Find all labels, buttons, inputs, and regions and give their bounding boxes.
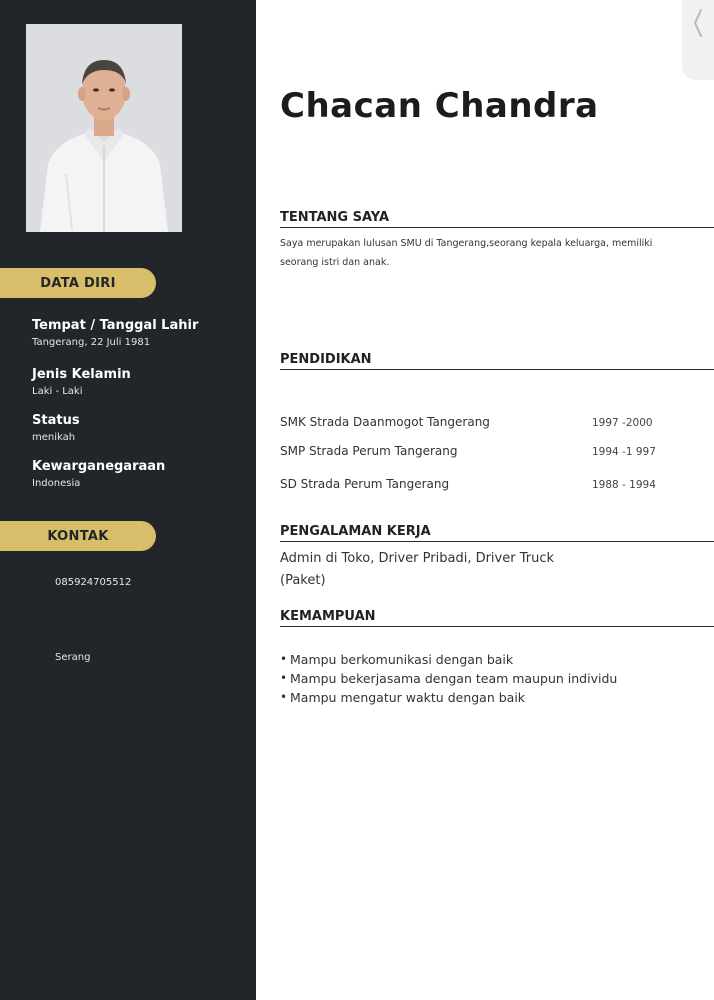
chevron-left-icon: [693, 8, 703, 38]
education-school: SMK Strada Daanmogot Tangerang: [280, 415, 490, 429]
list-item: [280, 688, 617, 707]
education-row: [280, 477, 700, 495]
education-row: [280, 444, 700, 462]
about-heading: TENTANG SAYA: [280, 209, 714, 228]
birth-info: [32, 318, 198, 350]
education-years: 1988 - 1994: [592, 479, 656, 491]
skill-text: Mampu mengatur waktu dengan baik: [290, 690, 526, 705]
about-text: Saya merupakan lulusan SMU di Tangerang,seorang kepala keluarga, memiliki seorang istri dan anak.: [280, 238, 653, 268]
gender-label: Jenis Kelamin: [32, 367, 131, 382]
full-name: Chacan Chandra: [280, 86, 599, 126]
bullet-icon: •: [280, 652, 288, 666]
education-years: 1994 -1 997: [592, 446, 656, 458]
bullet-icon: •: [280, 671, 288, 685]
status-label: Status: [32, 413, 80, 428]
skill-text: Mampu bekerjasama dengan team maupun individu: [290, 671, 618, 686]
list-item: [280, 650, 617, 669]
work-heading: PENGALAMAN KERJA: [280, 523, 714, 542]
list-item: [280, 669, 617, 688]
work-text: Admin di Toko, Driver Pribadi, Driver Truck (Paket): [280, 551, 555, 588]
nationality-label: Kewarganegaraan: [32, 459, 166, 474]
birth-value: Tangerang, 22 Juli 1981: [32, 337, 151, 348]
city-text: Serang: [55, 652, 91, 663]
nationality-info: [32, 459, 165, 491]
profile-photo: [26, 24, 182, 232]
phone-number: 085924705512: [55, 577, 132, 588]
education-school: SD Strada Perum Tangerang: [280, 477, 450, 491]
status-value: menikah: [32, 432, 76, 443]
kontak-header: KONTAK: [0, 521, 156, 551]
nationality-value: Indonesia: [32, 478, 81, 489]
education-row: [280, 415, 700, 433]
education-heading: PENDIDIKAN: [280, 351, 714, 370]
birth-label: Tempat / Tanggal Lahir: [32, 318, 199, 333]
person-illustration: [26, 24, 182, 232]
status-info: [32, 413, 80, 445]
corner-nav-tab[interactable]: [682, 0, 714, 80]
education-school: SMP Strada Perum Tangerang: [280, 444, 458, 458]
skill-text: Mampu berkomunikasi dengan baik: [290, 652, 514, 667]
gender-info: [32, 367, 131, 399]
sidebar: [0, 0, 256, 1000]
data-diri-header: DATA DIRI: [0, 268, 156, 298]
gender-value: Laki - Laki: [32, 386, 83, 397]
skills-list: [280, 650, 617, 707]
bullet-icon: •: [280, 690, 288, 704]
education-years: 1997 -2000: [592, 417, 653, 429]
skills-heading: KEMAMPUAN: [280, 608, 714, 627]
